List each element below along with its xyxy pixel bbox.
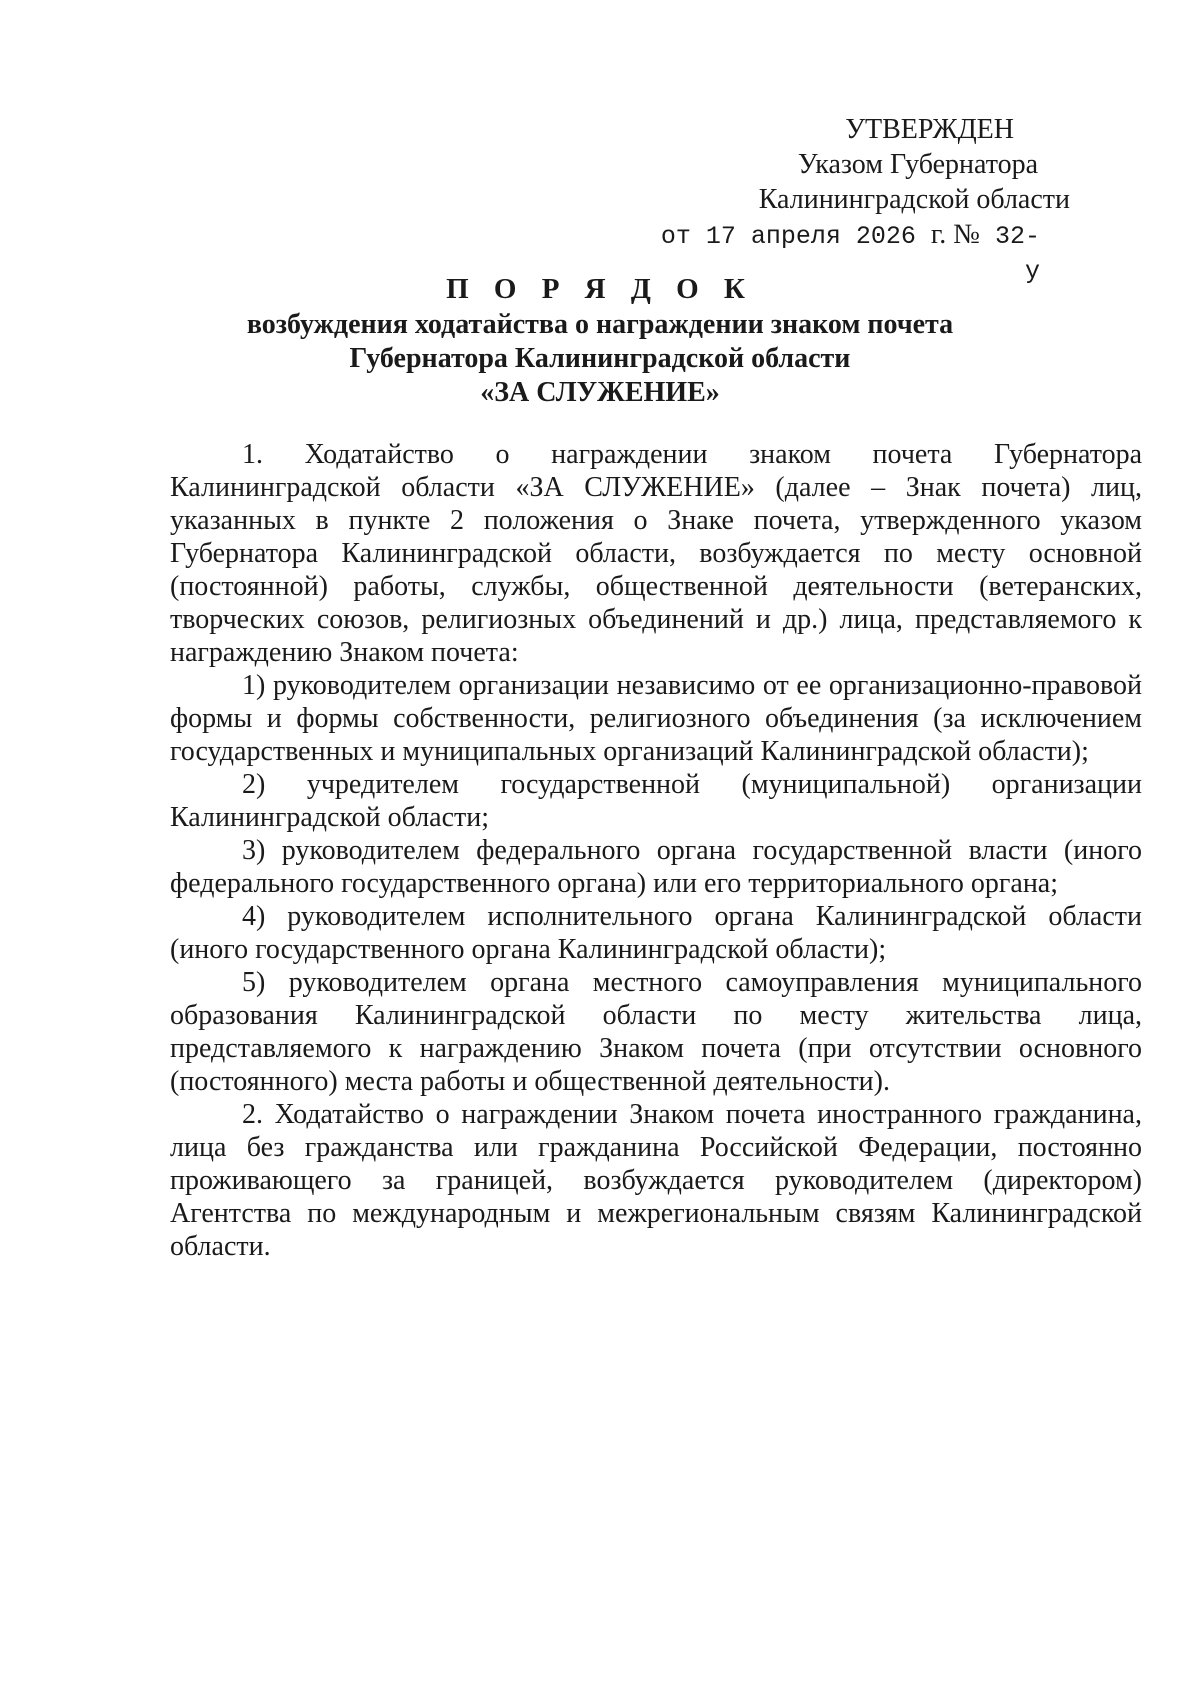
title-line-2: Губернатора Калининградской области bbox=[349, 343, 851, 374]
list-item-3: 3) руководителем федерального органа государственной власти (иного федерального государственного органа) или его территориального органа; bbox=[170, 835, 1142, 899]
approval-line-region: Калининградской области bbox=[758, 184, 1070, 215]
list-item-4: 4) руководителем исполнительного органа Калининградской области (иного государственного органа Калининградской области); bbox=[170, 901, 1142, 965]
approval-line-approved: УТВЕРЖДЕН bbox=[845, 114, 1014, 145]
list-item-5: 5) руководителем органа местного самоуправления муниципального образования Калининградской области по месту жительства лица, представляемого к награждению Знаком почета (при отсутствии основного (постоянного) места работы и общественной деятельности). bbox=[170, 967, 1142, 1097]
approval-stamp bbox=[650, 112, 1070, 289]
approval-date: от 17 апреля 2026 bbox=[660, 222, 916, 251]
document-body bbox=[170, 438, 1142, 1263]
title-line-1: возбуждения ходатайства о награждении знаком почета bbox=[246, 309, 954, 340]
approval-line-decree: Указом Губернатора bbox=[797, 149, 1038, 180]
list-item-2: 2) учредителем государственной (муниципальной) организации Калининградской области; bbox=[170, 769, 1142, 833]
approval-date-suffix: г. № bbox=[930, 219, 980, 250]
approval-number: 32-у bbox=[994, 222, 1040, 286]
title-line-3: «ЗА СЛУЖЕНИЕ» bbox=[480, 377, 720, 408]
paragraph-1: 1. Ходатайство о награждении знаком почета Губернатора Калининградской области «ЗА СЛУЖЕНИЕ» (далее – Знак почета) лиц, указанных в пункте 2 положения о Знаке почета, утвержденного указом Губернатора Калининградской области, возбуждается по месту основной (постоянной) работы, службы, общественной деятельности (ветеранских, творческих союзов, религиозных объединений и др.) лица, представляемого к награждению Знаком почета: bbox=[170, 439, 1142, 668]
document-title bbox=[170, 272, 1030, 410]
title-heading: П О Р Я Д О К bbox=[446, 273, 754, 305]
paragraph-2: 2. Ходатайство о награждении Знаком почета иностранного гражданина, лица без гражданства или гражданина Российской Федерации, постоянно проживающего за границей, возбуждается руководителем (директором) Агентства по международным и межрегиональным связям Калининградской области. bbox=[170, 1099, 1142, 1262]
list-item-1: 1) руководителем организации независимо от ее организационно-правовой формы и формы собственности, религиозного объединения (за исключением государственных и муниципальных организаций Калининградской области); bbox=[170, 670, 1142, 767]
